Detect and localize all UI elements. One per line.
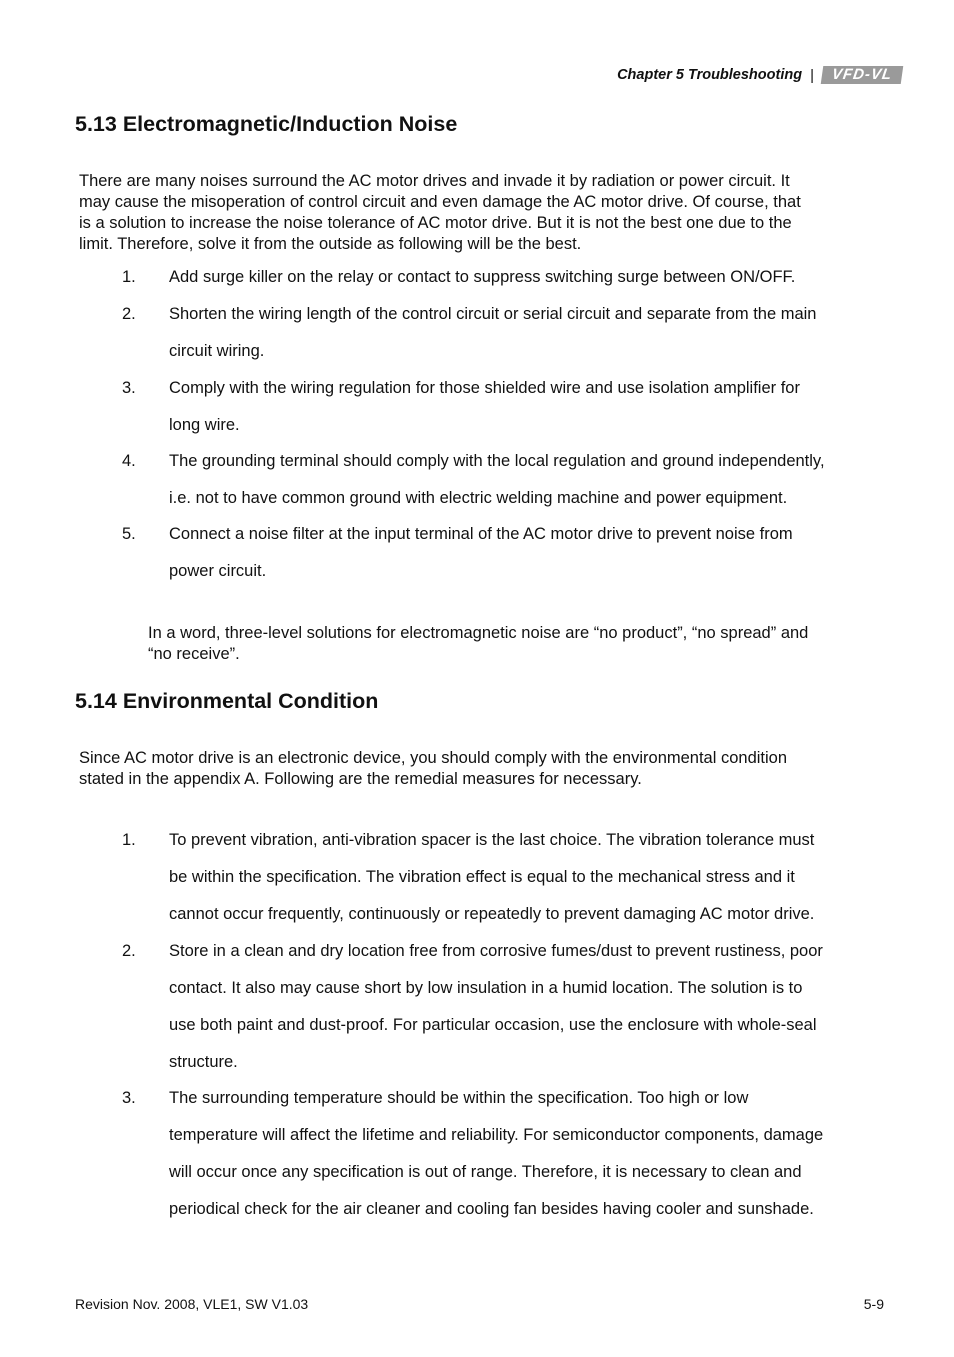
- list-number: 1.: [122, 268, 136, 286]
- list-line: circuit wiring.: [169, 342, 265, 360]
- list-line: Add surge killer on the relay or contact to suppress switching surge between ON/OFF.: [169, 268, 796, 286]
- vfd-vl-logo: VFD-VL: [821, 66, 904, 84]
- section-5-14-intro: [79, 748, 899, 790]
- running-header: [617, 66, 902, 84]
- intro-line: limit. Therefore, solve it from the outside as following will be the best.: [79, 235, 582, 253]
- header-separator: |: [810, 66, 814, 84]
- footer-page-number: 5-9: [863, 1296, 884, 1312]
- section-5-14-title: 5.14 Environmental Condition: [75, 689, 379, 713]
- section-5-13-title: 5.13 Electromagnetic/Induction Noise: [75, 112, 458, 136]
- summary-line: In a word, three-level solutions for electromagnetic noise are “no product”, “no spread” and: [148, 624, 809, 642]
- intro-line: is a solution to increase the noise tolerance of AC motor drive. But it is not the best one due to the: [79, 214, 792, 232]
- intro-line: stated in the appendix A. Following are the remedial measures for necessary.: [79, 770, 642, 788]
- footer-revision: Revision Nov. 2008, VLE1, SW V1.03: [75, 1296, 309, 1312]
- list-number: 5.: [122, 525, 136, 543]
- list-number: 2.: [122, 942, 136, 960]
- intro-line: There are many noises surround the AC motor drives and invade it by radiation or power circuit. It: [79, 172, 790, 190]
- list-line: Connect a noise filter at the input terminal of the AC motor drive to prevent noise from: [169, 525, 793, 543]
- list-line: Comply with the wiring regulation for those shielded wire and use isolation amplifier for: [169, 379, 800, 397]
- intro-line: Since AC motor drive is an electronic device, you should comply with the environmental condition: [79, 749, 788, 767]
- list-line: Shorten the wiring length of the control circuit or serial circuit and separate from the main: [169, 305, 817, 323]
- list-line: i.e. not to have common ground with electric welding machine and power equipment.: [169, 489, 788, 507]
- list-line: will occur once any specification is out of range. Therefore, it is necessary to clean and: [169, 1163, 802, 1181]
- list-line: The surrounding temperature should be within the specification. Too high or low: [169, 1089, 749, 1107]
- list-line: periodical check for the air cleaner and cooling fan besides having cooler and sunshade.: [169, 1200, 814, 1218]
- list-number: 3.: [122, 1089, 136, 1107]
- list-line: To prevent vibration, anti-vibration spacer is the last choice. The vibration tolerance must: [169, 831, 815, 849]
- list-line: contact. It also may cause short by low insulation in a humid location. The solution is to: [169, 979, 803, 997]
- list-number: 1.: [122, 831, 136, 849]
- list-line: The grounding terminal should comply with the local regulation and ground independently,: [169, 452, 825, 470]
- section-5-13-intro: [79, 171, 899, 255]
- list-number: 4.: [122, 452, 136, 470]
- list-number: 3.: [122, 379, 136, 397]
- intro-line: may cause the misoperation of control circuit and even damage the AC motor drive. Of course, that: [79, 193, 801, 211]
- chapter-title: Chapter 5 Troubleshooting: [617, 67, 803, 83]
- section-5-13-summary: [148, 623, 908, 665]
- list-line: long wire.: [169, 416, 240, 434]
- list-line: structure.: [169, 1053, 238, 1071]
- list-line: be within the specification. The vibration effect is equal to the mechanical stress and it: [169, 868, 795, 886]
- list-line: Store in a clean and dry location free from corrosive fumes/dust to prevent rustiness, poor: [169, 942, 823, 960]
- list-line: power circuit.: [169, 562, 267, 580]
- list-number: 2.: [122, 305, 136, 323]
- list-line: use both paint and dust-proof. For particular occasion, use the enclosure with whole-seal: [169, 1016, 817, 1034]
- list-line: temperature will affect the lifetime and reliability. For semiconductor components, damage: [169, 1126, 824, 1144]
- list-line: cannot occur frequently, continuously or repeatedly to prevent damaging AC motor drive.: [169, 905, 815, 923]
- summary-line: “no receive”.: [148, 645, 240, 663]
